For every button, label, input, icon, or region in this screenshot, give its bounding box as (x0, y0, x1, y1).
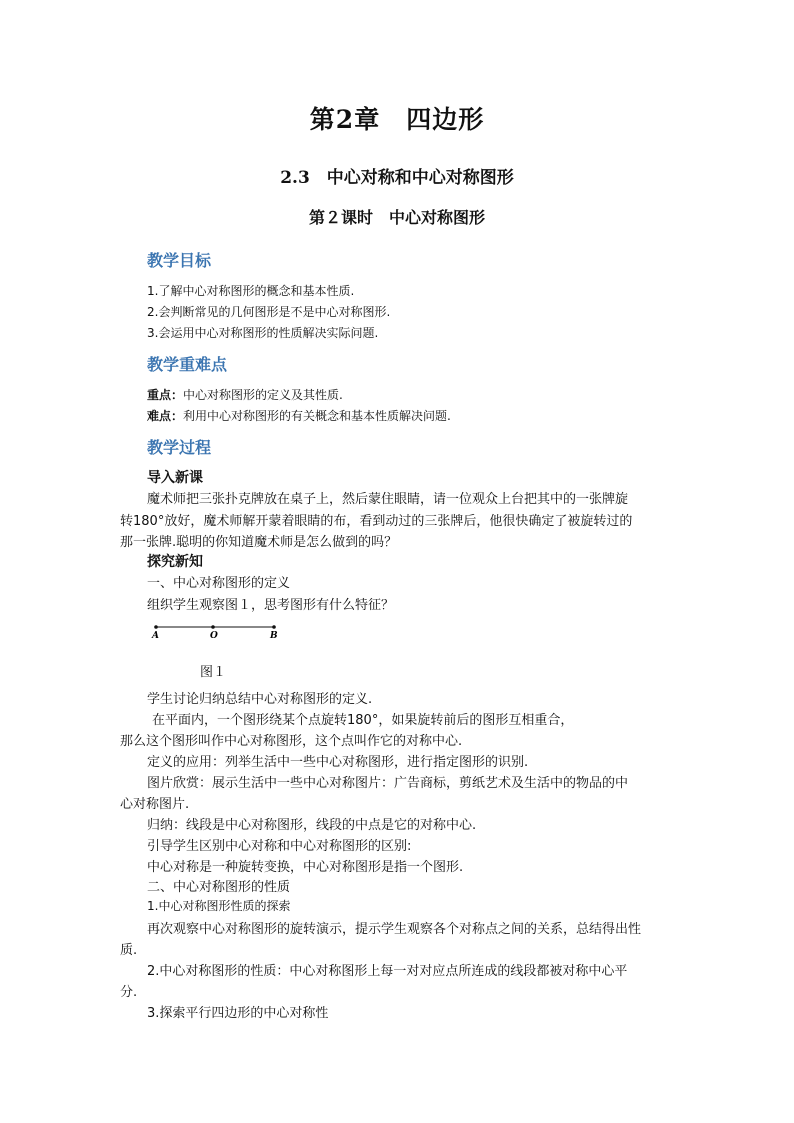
intro-line: 那一张牌.聪明的你知道魔术师是怎么做到的吗？ (120, 535, 398, 550)
key-points-heading: 教学重难点 (147, 355, 228, 374)
body-line: 中心对称是一种旋转变换，中心对称图形是指一个图形. (147, 860, 464, 875)
difficulty-label: 难点： (147, 409, 184, 423)
body-line: 1.中心对称图形性质的探索 (147, 899, 291, 913)
body-line: 2.中心对称图形的性质：中心对称图形上每一对对应点所连成的线段都被对称中心平 (147, 964, 628, 979)
body-line: 定义的应用：列举生活中一些中心对称图形，进行指定图形的识别. (147, 755, 529, 770)
key-point-line (147, 386, 343, 403)
body-line: 在平面内，一个图形绕某个点旋转180°，如果旋转前后的图形互相重合， (152, 713, 574, 728)
body-line: 再次观察中心对称图形的旋转演示，提示学生观察各个对称点之间的关系，总结得出性 (147, 922, 642, 937)
observe-text: 组织学生观察图１，思考图形有什么特征？ (147, 598, 395, 613)
body-line: 引导学生区别中心对称和中心对称图形的区别: (147, 839, 412, 854)
process-heading: 教学过程 (147, 438, 212, 457)
explore-heading: 探究新知 (147, 554, 203, 570)
label-a: A (152, 631, 159, 641)
body-line: 图片欣赏：展示生活中一些中心对称图片：广告商标，剪纸艺术及生活中的物品的中 (147, 776, 629, 791)
body-line: 3.探索平行四边形的中心对称性 (147, 1006, 329, 1021)
key-label: 重点： (147, 388, 184, 402)
goal-item: 3.会运用中心对称图形的性质解决实际问题. (147, 326, 379, 340)
body-line: 分. (120, 985, 138, 1000)
goal-item: 1.了解中心对称图形的概念和基本性质. (147, 284, 355, 298)
body-line: 归纳：线段是中心对称图形，线段的中点是它的对称中心. (147, 818, 477, 833)
point-b (272, 625, 276, 629)
intro-heading: 导入新课 (147, 470, 203, 486)
intro-line: 转180°放好，魔术师解开蒙着眼睛的布，看到动过的三张牌后，他很快确定了被旋转过的 (120, 514, 633, 529)
body-line: 那么这个图形叫作中心对称图形，这个点叫作它的对称中心. (120, 734, 463, 749)
body-line: 二、中心对称图形的性质 (147, 880, 291, 895)
key-text: 中心对称图形的定义及其性质. (183, 388, 343, 402)
lesson-title: 第２课时 中心对称图形 (308, 208, 485, 227)
goal-item: 2.会判断常见的几何图形是不是中心对称图形. (147, 305, 391, 319)
label-b: B (270, 631, 278, 641)
section-title: 2.3 中心对称和中心对称图形 (280, 168, 514, 188)
figure-caption: 图１ (200, 665, 227, 680)
body-line: 心对称图片. (120, 797, 190, 812)
segment-figure (140, 620, 300, 644)
goals-heading: 教学目标 (147, 251, 212, 270)
point-o (211, 625, 215, 629)
label-o: O (210, 631, 218, 641)
difficulty-text: 利用中心对称图形的有关概念和基本性质解决问题. (183, 409, 451, 423)
body-line: 学生讨论归纳总结中心对称图形的定义. (147, 692, 373, 707)
definition-heading: 一、中心对称图形的定义 (147, 576, 291, 591)
point-a (154, 625, 158, 629)
intro-line: 魔术师把三张扑克牌放在桌子上，然后蒙住眼睛，请一位观众上台把其中的一张牌旋 (147, 492, 629, 507)
difficulty-line (147, 407, 451, 424)
body-line: 质. (120, 943, 138, 958)
chapter-title: 第2章 四边形 (309, 105, 485, 134)
